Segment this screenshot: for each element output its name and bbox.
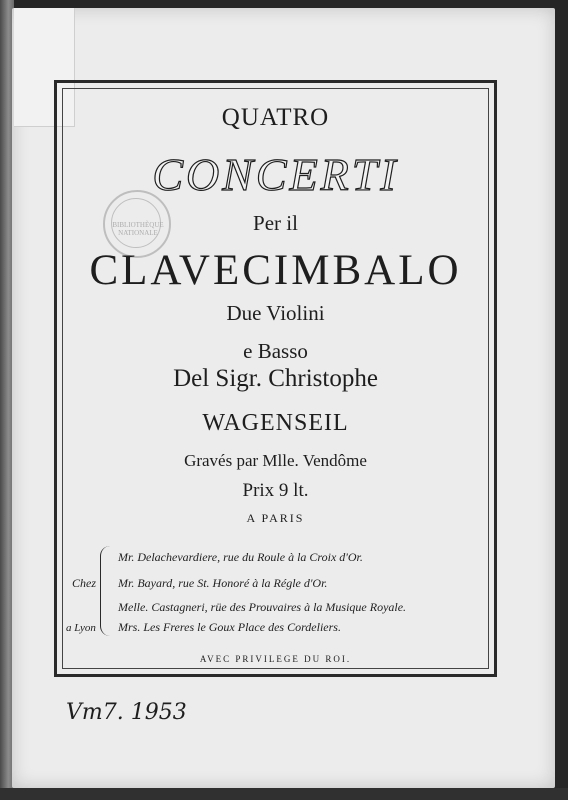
lyon-label: a Lyon xyxy=(66,622,96,634)
privilege-line: AVEC PRIVILEGE DU ROI. xyxy=(199,654,352,664)
engraver-line: Gravés par Mlle. Vendôme xyxy=(184,451,367,470)
call-number: Vm7. 1953 xyxy=(66,700,187,725)
page-bottom-edge xyxy=(0,788,568,800)
title-due-violini: Due Violini xyxy=(226,301,325,325)
composer-name: WAGENSEIL xyxy=(202,410,349,436)
title-e-basso: e Basso xyxy=(243,339,308,363)
library-stamp-text: BIBLIOTHÈQUE NATIONALE xyxy=(112,221,164,237)
address-line: Mr. Bayard, rue St. Honoré à la Régle d'Or. xyxy=(118,576,328,590)
composer-prefix: Del Sigr. Christophe xyxy=(173,365,378,392)
title-quatro: QUATRO xyxy=(221,104,330,131)
address-line: Mr. Delachevardiere, rue du Roule à la Croix d'Or. xyxy=(118,550,363,564)
title-clavecimbalo: CLAVECIMBALO xyxy=(89,247,462,294)
address-line: Mrs. Les Freres le Goux Place des Cordeliers. xyxy=(118,620,341,634)
chez-label: Chez xyxy=(72,576,96,590)
address-line: Melle. Castagneri, rüe des Prouvaires à la Musique Royale. xyxy=(118,600,407,614)
place-line: A PARIS xyxy=(246,511,305,525)
title-per-il: Per il xyxy=(253,211,298,235)
title-concerti: CONCERTI xyxy=(152,149,399,200)
address-brace xyxy=(100,546,115,636)
price-line: Prix 9 lt. xyxy=(242,480,309,501)
